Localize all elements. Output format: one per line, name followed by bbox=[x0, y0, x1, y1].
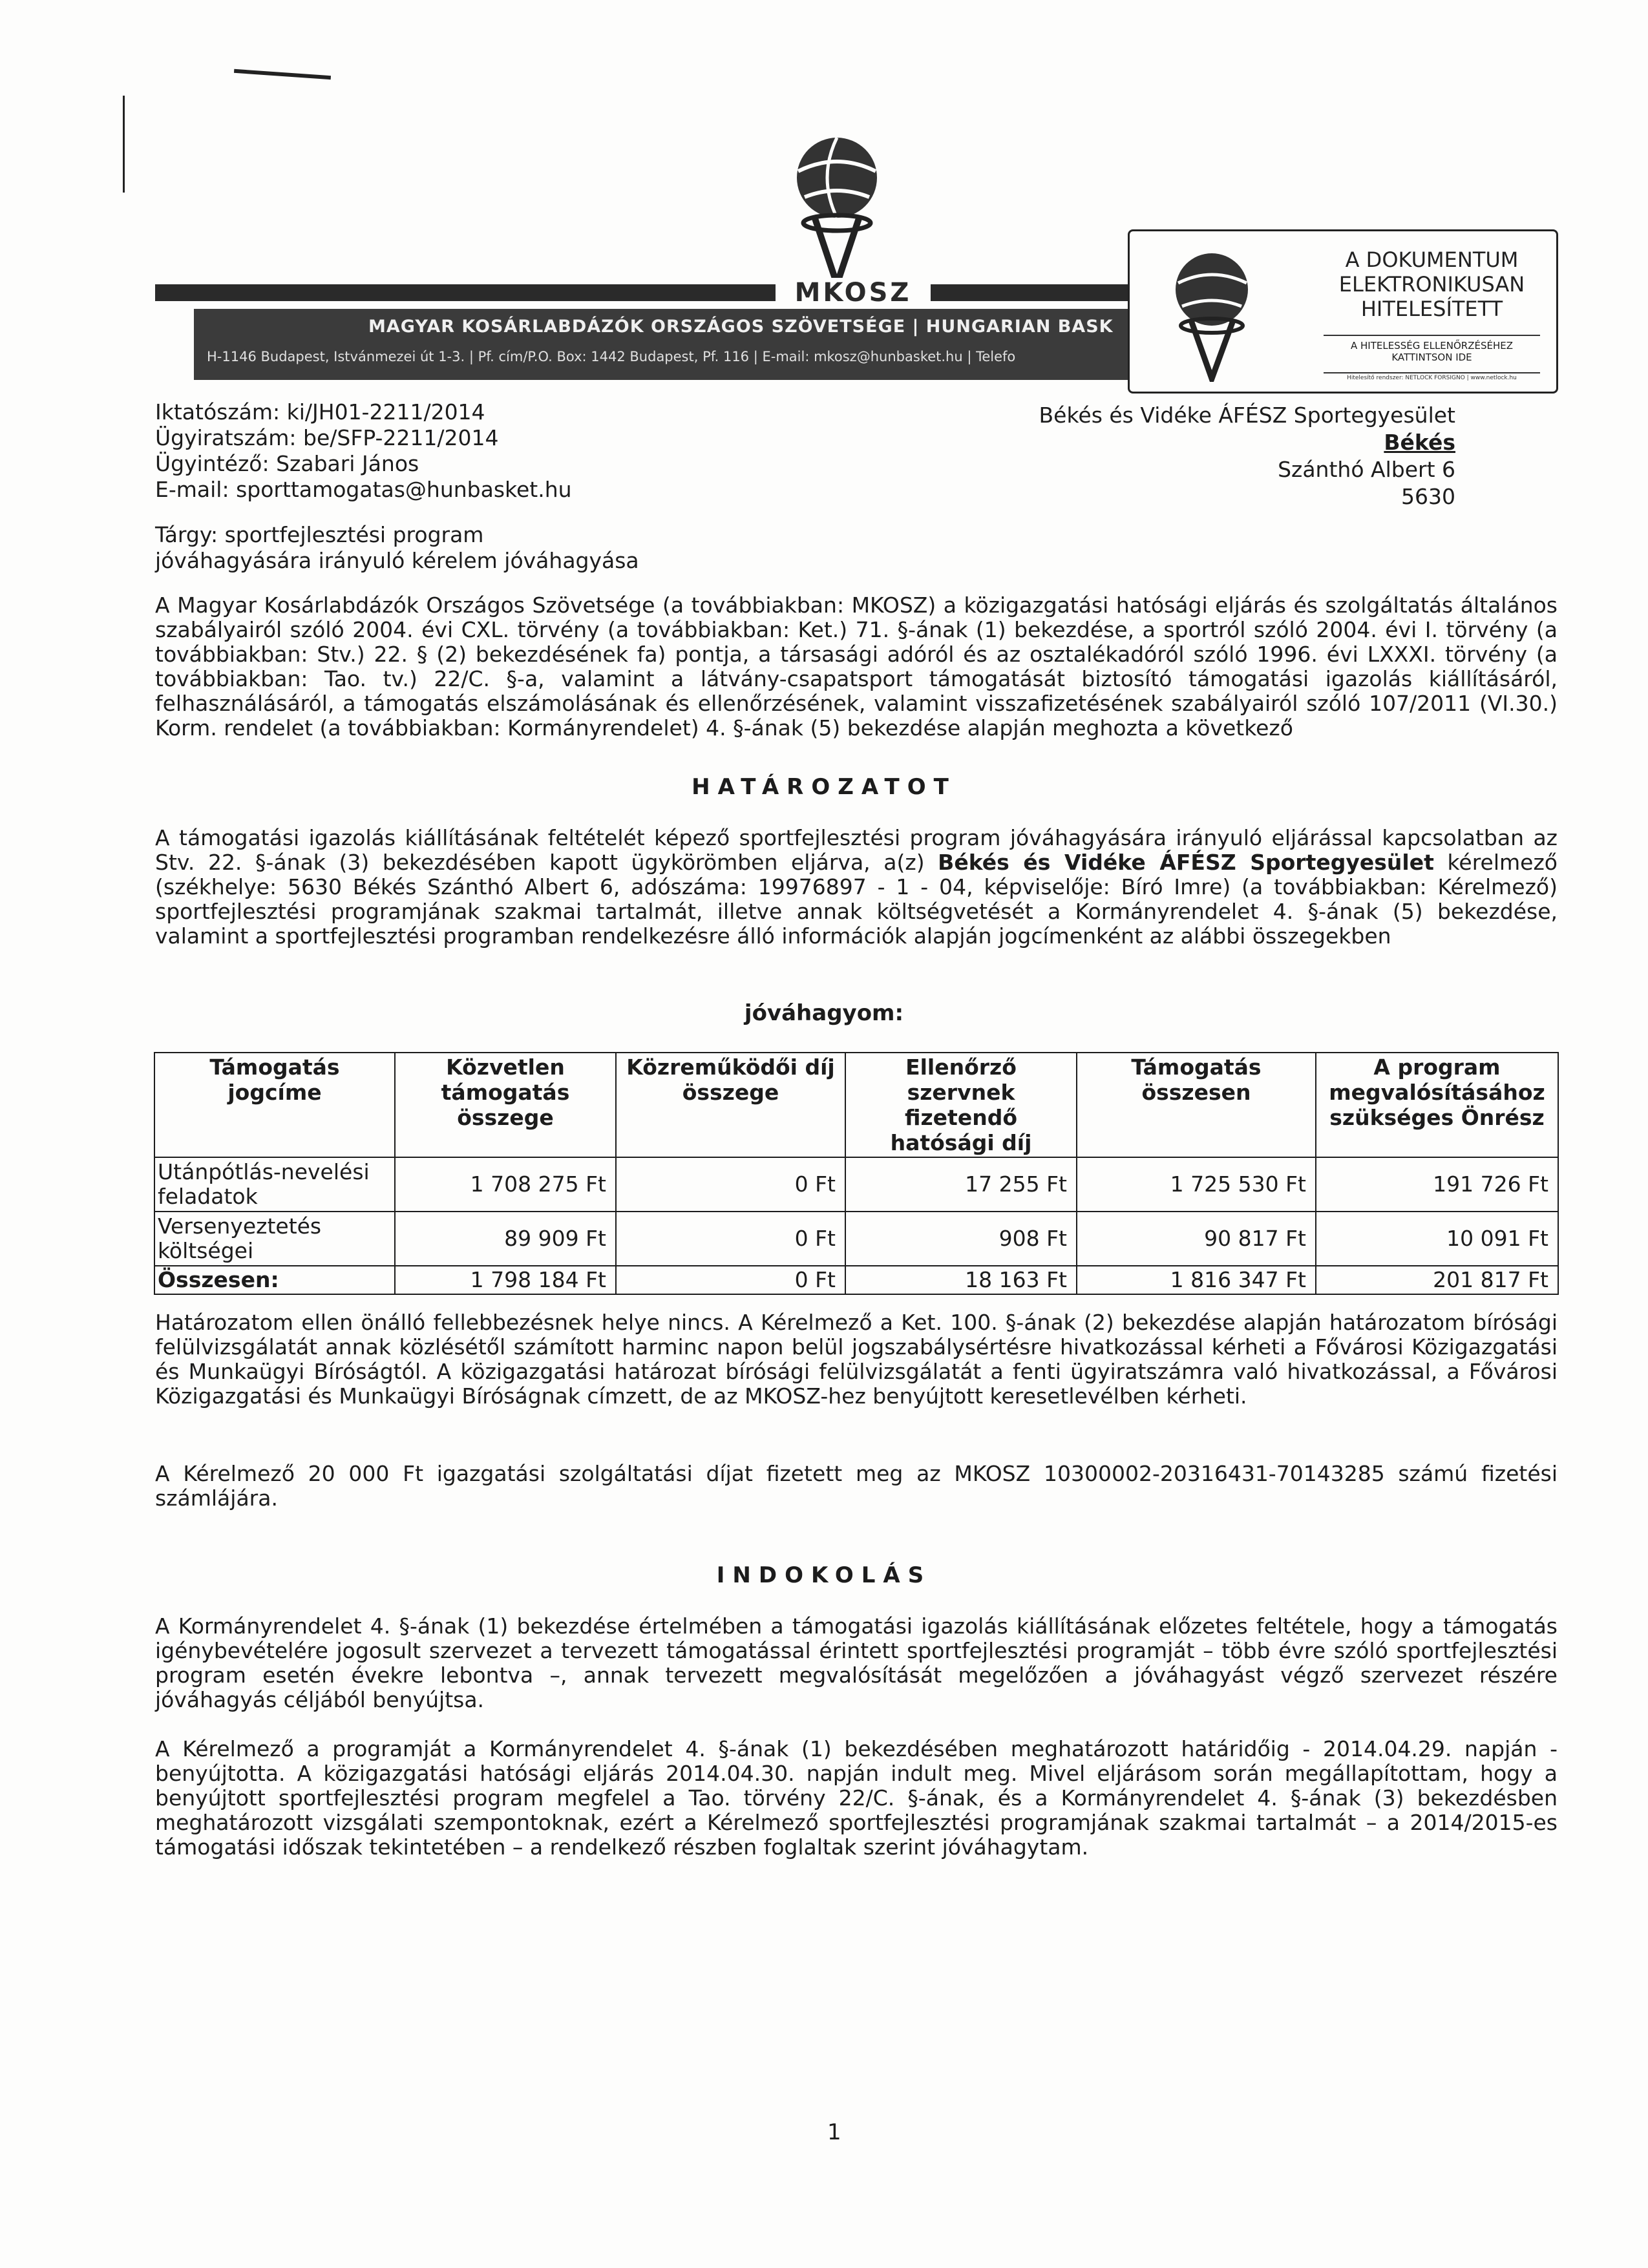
page-number: 1 bbox=[827, 2119, 841, 2145]
stamp-sub-line1: A HITELESSÉG ELLENŐRZÉSÉHEZ bbox=[1350, 340, 1514, 352]
cell-total: 1 725 530 Ft bbox=[1077, 1157, 1316, 1212]
brand-bar bbox=[155, 284, 1137, 301]
support-amounts-table bbox=[154, 1052, 1559, 1295]
intro-paragraph: A Magyar Kosárlabdázók Országos Szövetsége (a továbbiakban: MKOSZ) a közigazgatási hatósági eljárás és szolgáltatás általános szabályairól szóló 2004. évi CXL. törvény (a továbbiakban: Ket.) 71. §-ának (1) bekezdése, a sportról szóló 2004. évi I. törvény (a továbbiakban: Stv.) 22. § (2) bekezdésének fa) pontja, a társasági adóról és az osztalékadóról szóló 1996. évi LXXXI. törvény (a továbbiakban: Tao. tv.) 22/C. §-a, valamint a látvány-csapatsport támogatását biztosító támogatási igazolás kiállításáról, felhasználásáról, a támogatás elszámolásának és ellenőrzésének, valamint visszafizetésének szabályairól szóló 107/2011 (VI.30.) Korm. rendelet (a továbbiakban: Kormányrendelet) 4. §-ának (5) bekezdése alapján meghozta a következő bbox=[155, 593, 1558, 740]
cell-agent-fee: 0 Ft bbox=[616, 1212, 845, 1266]
contact-email: E-mail: sporttamogatas@hunbasket.hu bbox=[155, 477, 572, 502]
col-header-total: Támogatás összesen bbox=[1077, 1053, 1316, 1157]
case-number: Ügyiratszám: be/SFP-2211/2014 bbox=[155, 425, 499, 450]
header-banner bbox=[194, 309, 1137, 380]
total-direct: 1 798 184 Ft bbox=[395, 1266, 616, 1294]
col-header-own-share: A program megvalósításához szükséges Önrész bbox=[1316, 1053, 1558, 1157]
subject bbox=[155, 522, 639, 574]
scan-mark-left bbox=[123, 96, 125, 193]
stamp-sub-line2: KATTINTSON IDE bbox=[1391, 352, 1472, 363]
subject-line1: Tárgy: sportfejlesztési program bbox=[155, 522, 484, 547]
reasoning-paragraph-1: A Kormányrendelet 4. §-ának (1) bekezdése értelmében a támogatási igazolás kiállításának előzetes feltétele, hogy a támogatás igénybevételére jogosult szervezet a tervezett támogatással érintett sportfejlesztési programját – több évre szóló sportfejlesztési program esetén évekre lebontva –, annak tervezett megvalósítását megelőzően a jóváhagyást végző szervezet részére jóváhagyás céljából benyújtsa. bbox=[155, 1613, 1558, 1712]
scan-mark-top bbox=[234, 69, 331, 79]
table-header-row bbox=[154, 1053, 1558, 1157]
total-total: 1 816 347 Ft bbox=[1077, 1266, 1316, 1294]
row-label: Utánpótlás-nevelési feladatok bbox=[154, 1157, 395, 1212]
administrator: Ügyintéző: Szabari János bbox=[155, 451, 419, 476]
stamp-verify-link[interactable] bbox=[1324, 335, 1540, 363]
fee-paragraph: A Kérelmező 20 000 Ft igazgatási szolgáltatási díjat fizetett meg az MKOSZ 10300002-20316431-70143285 számú fizetési számlájára. bbox=[155, 1461, 1558, 1511]
subject-line2: jóváhagyására irányuló kérelem jóváhagyása bbox=[155, 548, 639, 573]
cell-agent-fee: 0 Ft bbox=[616, 1157, 845, 1212]
table-total-row bbox=[154, 1266, 1558, 1294]
col-header-title: Támogatás jogcíme bbox=[154, 1053, 395, 1157]
applicant-name: Békés és Vidéke ÁFÉSZ Sportegyesület bbox=[938, 850, 1434, 875]
approve-heading: jóváhagyom: bbox=[744, 1000, 904, 1026]
stamp-title-line1: A DOKUMENTUM bbox=[1345, 247, 1519, 272]
table-row bbox=[154, 1212, 1558, 1266]
total-authority-fee: 18 163 Ft bbox=[845, 1266, 1077, 1294]
recipient-street: Szánthó Albert 6 bbox=[1278, 457, 1455, 482]
reference-number: Iktatószám: ki/JH01-2211/2014 bbox=[155, 399, 485, 425]
stamp-fine-print: Hitelesítő rendszer: NETLOCK FORSIGNO | www.netlock.hu bbox=[1324, 372, 1540, 381]
decision-paragraph bbox=[155, 826, 1558, 949]
col-header-authority-fee: Ellenőrző szervnek fizetendő hatósági díj bbox=[845, 1053, 1077, 1157]
authentication-stamp bbox=[1128, 229, 1558, 394]
table-row bbox=[154, 1157, 1558, 1212]
cell-direct: 89 909 Ft bbox=[395, 1212, 616, 1266]
row-label: Versenyeztetés költségei bbox=[154, 1212, 395, 1266]
cell-own-share: 10 091 Ft bbox=[1316, 1212, 1558, 1266]
stamp-title-line2: ELEKTRONIKUSAN bbox=[1338, 272, 1525, 297]
recipient-name: Békés és Vidéke ÁFÉSZ Sportegyesület bbox=[1039, 403, 1455, 428]
stamp-title-line3: HITELESÍTETT bbox=[1360, 297, 1503, 321]
document-meta bbox=[155, 399, 572, 503]
decision-heading: HATÁROZATOT bbox=[692, 774, 956, 800]
col-header-agent-fee: Közreműködői díj összege bbox=[616, 1053, 845, 1157]
reasoning-heading: INDOKOLÁS bbox=[716, 1562, 932, 1588]
cell-own-share: 191 726 Ft bbox=[1316, 1157, 1558, 1212]
total-agent-fee: 0 Ft bbox=[616, 1266, 845, 1294]
reasoning-paragraph-2: A Kérelmező a programját a Kormányrendelet 4. §-ának (1) bekezdésében meghatározott határidőig - 2014.04.29. napján - benyújtotta. A közigazgatási hatósági eljárás 2014.04.30. napján indult meg. Mivel eljárásom során megállapítottam, hogy a benyújtott sportfejlesztési program megfelel a Tao. törvény 22/C. §-ának, és a Kormányrendelet 4. §-ának (3) bekezdésben meghatározott vizsgálati szempontoknak, ezért a Kérelmező sportfejlesztési programjának szakmai tartalmát – a 2014/2015-es támogatási időszak tekintetében – a rendelkező részben foglaltak szerint jóváhagytam. bbox=[155, 1736, 1558, 1860]
basketball-logo bbox=[779, 126, 895, 288]
recipient-zip: 5630 bbox=[1401, 484, 1455, 509]
stamp-title bbox=[1324, 247, 1540, 321]
stamp-basketball-icon bbox=[1159, 243, 1265, 382]
total-own-share: 201 817 Ft bbox=[1316, 1266, 1558, 1294]
recipient-address bbox=[969, 402, 1455, 510]
cell-authority-fee: 908 Ft bbox=[845, 1212, 1077, 1266]
total-label: Összesen: bbox=[154, 1266, 395, 1294]
col-header-direct: Közvetlen támogatás összege bbox=[395, 1053, 616, 1157]
appeal-paragraph: Határozatom ellen önálló fellebbezésnek helye nincs. A Kérelmező a Ket. 100. §-ának (2) bekezdése alapján határozatom bírósági felülvizsgálatát annak közlésétől számított harminc napon belül jogszabálysértésre hivatkozással kérheti a Fővárosi Közigazgatási és Munkaügyi Bíróságtól. A közigazgatási határozat bírósági felülvizsgálatát a fenti ügyiratszámra való hivatkozással, a Fővárosi Közigazgatási és Munkaügyi Bíróságnak címzett, de az MKOSZ-hez benyújtott keresetlevélben kérheti. bbox=[155, 1310, 1558, 1409]
banner-contact: H-1146 Budapest, Istvánmezei út 1-3. | Pf. cím/P.O. Box: 1442 Budapest, Pf. 116 | E-mail: mkosz@hunbasket.hu | Telefo bbox=[207, 349, 1016, 364]
cell-direct: 1 708 275 Ft bbox=[395, 1157, 616, 1212]
decision-text-2: kérelmező (székhelye: 5630 Békés Szánthó Albert 6, adószáma: 19976897 - 1 - 04, képviselője: Bíró Imre) (a továbbiakban: Kérelmező) sportfejlesztési programjának szakmai tartalmát, illetve annak költségvetését a Kormányrendelet 4. §-ának (5) bekezdése, valamint a sportfejlesztési programban rendelkezésre álló információk alapján jogcímenként az alábbi összegekben bbox=[155, 850, 1558, 949]
cell-authority-fee: 17 255 Ft bbox=[845, 1157, 1077, 1212]
cell-total: 90 817 Ft bbox=[1077, 1212, 1316, 1266]
brand-name: MKOSZ bbox=[776, 278, 931, 308]
decision-text-1: A támogatási igazolás kiállításának feltételét képező sportfejlesztési program jóváhagyására irányuló eljárással kapcsolatban az Stv. 22. §-ának (3) bekezdésében kapott ügykörömben eljárva, a(z) bbox=[155, 825, 1558, 875]
banner-org-name: MAGYAR KOSÁRLABDÁZÓK ORSZÁGOS SZÖVETSÉGE | HUNGARIAN BASK bbox=[368, 317, 1114, 337]
recipient-city: Békés bbox=[1384, 430, 1455, 455]
